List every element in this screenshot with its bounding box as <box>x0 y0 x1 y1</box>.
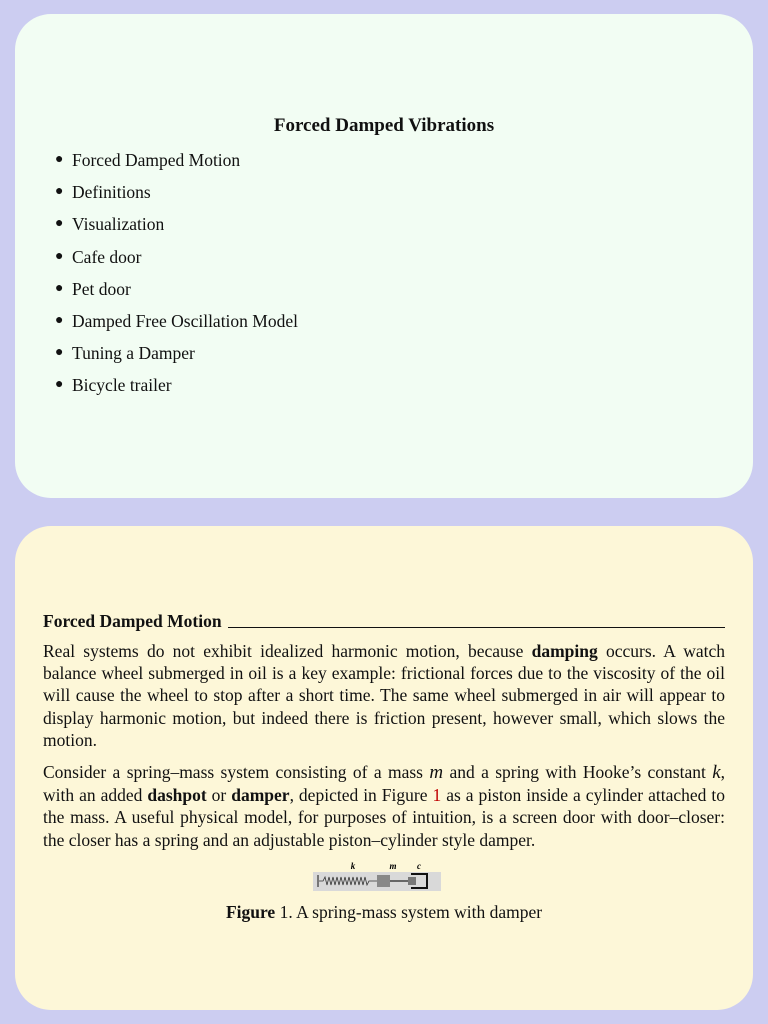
piston <box>408 877 416 885</box>
list-item <box>55 277 298 309</box>
list-item-label: Visualization <box>72 214 165 235</box>
text-span: Consider a spring–mass system consisting of a mass <box>43 762 430 782</box>
bullet-icon: ● <box>55 345 64 361</box>
list-item <box>55 180 298 212</box>
label-k: k <box>350 861 356 871</box>
paragraph-damping <box>43 640 725 751</box>
list-item <box>55 373 298 405</box>
heading-rule <box>228 627 725 628</box>
slide-title: Forced Damped Vibrations <box>273 115 495 136</box>
text-span: Real systems do not exhibit idealized harmonic motion, because <box>43 641 532 661</box>
bullet-icon: ● <box>55 248 64 264</box>
text-span: as a piston inside a cylinder attached to the mass. A useful physical model, for purposes of intuition, is a screen door with door–closer: the closer has a spring and an adjustable piston–cylinder style damper. <box>43 785 726 850</box>
term-damper: damper <box>231 785 290 806</box>
mass-block <box>377 875 390 887</box>
list-item-label: Pet door <box>72 278 131 299</box>
list-item <box>55 148 298 180</box>
bullet-icon: ● <box>55 184 64 200</box>
paragraph-spring-mass <box>43 761 725 851</box>
term-damping: damping <box>531 641 598 661</box>
text-span: , with an added <box>43 762 726 806</box>
text-span: and a spring with Hooke’s constant <box>443 762 713 782</box>
figure-ref-link[interactable]: 1 <box>432 785 442 806</box>
section-title: Forced Damped Motion <box>43 611 222 631</box>
bullet-icon: ● <box>55 377 64 393</box>
figure-caption <box>15 902 753 923</box>
list-item-label: Bicycle trailer <box>72 375 172 396</box>
list-item-label: Cafe door <box>72 246 142 267</box>
list-item <box>55 245 298 277</box>
list-item-label: Definitions <box>72 182 151 203</box>
caption-text: 1. A spring-mass system with damper <box>275 902 543 922</box>
bullet-icon: ● <box>55 280 64 296</box>
spring-mass-damper-figure <box>313 859 443 893</box>
slide-forced-damped-motion <box>15 526 753 1010</box>
list-item-label: Forced Damped Motion <box>72 150 241 170</box>
section-heading <box>43 611 725 632</box>
math-m: m <box>429 762 444 783</box>
text-span: or <box>206 785 232 806</box>
wall <box>317 875 319 887</box>
list-item <box>55 341 298 373</box>
caption-label: Figure <box>225 902 276 922</box>
bullet-icon: ● <box>55 312 64 328</box>
slide-contents <box>15 14 753 498</box>
text-span: , depicted in Figure <box>289 785 433 806</box>
bullet-icon: ● <box>55 216 64 232</box>
list-item-label: Damped Free Oscillation Model <box>72 310 298 331</box>
math-k: k <box>712 762 721 783</box>
label-m: m <box>389 861 397 871</box>
list-item <box>55 212 298 244</box>
label-c: c <box>417 861 421 871</box>
topic-list <box>55 148 298 406</box>
term-dashpot: dashpot <box>147 785 207 806</box>
text-span: occurs. A watch balance wheel submerged in oil is a key example: frictional forces due to the viscosity of the oil will cause the wheel to stop after a short time. The same wheel submerged in air will appear to display harmonic motion, but indeed there is friction present, however small, which slows the motion. <box>43 641 725 750</box>
list-item <box>55 309 298 341</box>
list-item-label: Tuning a Damper <box>72 343 195 364</box>
bullet-icon: ● <box>55 152 64 167</box>
